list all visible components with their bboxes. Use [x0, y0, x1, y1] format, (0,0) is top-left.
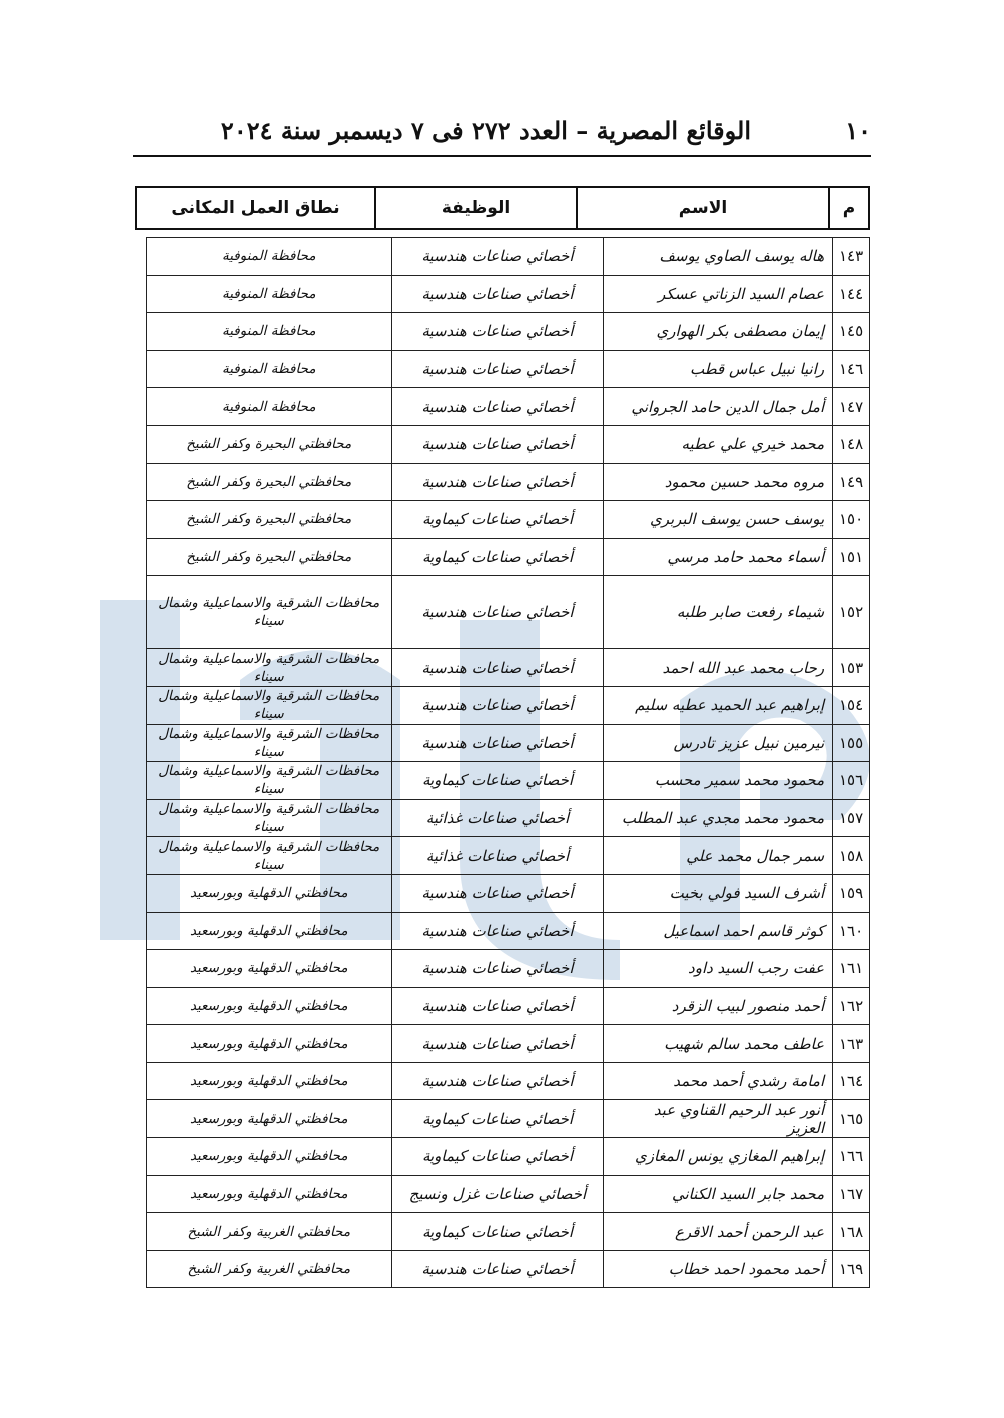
- table-row: [147, 837, 870, 875]
- row-name: عفت رجب السيد داود: [604, 950, 833, 988]
- row-region: محافظتي الغربية وكفر الشيخ: [147, 1213, 392, 1251]
- table-row: [147, 1213, 870, 1251]
- table-row: [147, 649, 870, 687]
- row-name: إيمان مصطفى بكر الهواري: [604, 313, 833, 351]
- row-name: أمل جمال الدين حامد الجرواني: [604, 388, 833, 426]
- row-job: أخصائي صناعات هندسية: [391, 350, 604, 388]
- row-job: أخصائي صناعات هندسية: [391, 724, 604, 762]
- row-job: أخصائي صناعات هندسية: [391, 1025, 604, 1063]
- row-region: محافظات الشرقية والاسماعيلية وشمال سيناء: [147, 686, 392, 724]
- row-number: ١٥٧: [833, 799, 870, 837]
- row-name: رانيا نبيل عباس قطب: [604, 350, 833, 388]
- row-region: محافظات الشرقية والاسماعيلية وشمال سيناء: [147, 837, 392, 875]
- table-row: [147, 724, 870, 762]
- row-name: محمد جابر السيد الكناني: [604, 1175, 833, 1213]
- row-name: أشرف السيد فولي بخيت: [604, 874, 833, 912]
- header-num: م: [829, 187, 869, 229]
- row-job: أخصائي صناعات هندسية: [391, 874, 604, 912]
- table-row: [147, 762, 870, 800]
- row-job: أخصائي صناعات غذائية: [391, 799, 604, 837]
- row-number: ١٤٨: [833, 425, 870, 463]
- row-job: أخصائي صناعات هندسية: [391, 238, 604, 276]
- row-region: محافظتي البحيرة وكفر الشيخ: [147, 501, 392, 539]
- row-number: ١٥٢: [833, 576, 870, 649]
- row-job: أخصائي صناعات هندسية: [391, 275, 604, 313]
- page-number: ١٠: [845, 116, 871, 145]
- row-job: أخصائي صناعات هندسية: [391, 686, 604, 724]
- row-name: محمد خيري علي عطيه: [604, 425, 833, 463]
- row-region: محافظات الشرقية والاسماعيلية وشمال سيناء: [147, 576, 392, 649]
- row-region: محافظات الشرقية والاسماعيلية وشمال سيناء: [147, 799, 392, 837]
- row-region: محافظتي الدقهلية وبورسعيد: [147, 1062, 392, 1100]
- row-number: ١٥٩: [833, 874, 870, 912]
- table-row: [147, 1138, 870, 1176]
- row-region: محافظتي الدقهلية وبورسعيد: [147, 912, 392, 950]
- row-name: أحمد منصور لبيب الزقرد: [604, 987, 833, 1025]
- row-job: أخصائي صناعات هندسية: [391, 912, 604, 950]
- row-number: ١٦٣: [833, 1025, 870, 1063]
- row-region: محافظتي الدقهلية وبورسعيد: [147, 1025, 392, 1063]
- row-number: ١٥٤: [833, 686, 870, 724]
- row-job: أخصائي صناعات كيماوية: [391, 501, 604, 539]
- table-row: [147, 313, 870, 351]
- row-job: أخصائي صناعات هندسية: [391, 388, 604, 426]
- row-name: عصام السيد الزناتي عسكر: [604, 275, 833, 313]
- table-row: [147, 686, 870, 724]
- row-name: أسماء محمد حامد مرسي: [604, 538, 833, 576]
- table-row: [147, 350, 870, 388]
- header-job: الوظيفة: [375, 187, 577, 229]
- records-table: [146, 237, 870, 1288]
- table-row: [147, 425, 870, 463]
- row-region: محافظات الشرقية والاسماعيلية وشمال سيناء: [147, 649, 392, 687]
- row-number: ١٦٨: [833, 1213, 870, 1251]
- row-job: أخصائي صناعات غزل ونسيج: [391, 1175, 604, 1213]
- row-job: أخصائي صناعات هندسية: [391, 576, 604, 649]
- row-region: محافظتي الدقهلية وبورسعيد: [147, 987, 392, 1025]
- row-number: ١٦٠: [833, 912, 870, 950]
- row-name: إبراهيم المغازي يونس المغازي: [604, 1138, 833, 1176]
- row-number: ١٤٦: [833, 350, 870, 388]
- row-region: محافظتي الدقهلية وبورسعيد: [147, 1100, 392, 1138]
- table-row: [147, 950, 870, 988]
- row-region: محافظة المنوفية: [147, 350, 392, 388]
- row-number: ١٦٩: [833, 1250, 870, 1288]
- table-row: [147, 1025, 870, 1063]
- row-job: أخصائي صناعات كيماوية: [391, 1100, 604, 1138]
- row-job: أخصائي صناعات غذائية: [391, 837, 604, 875]
- table-row: [147, 1100, 870, 1138]
- row-job: أخصائي صناعات هندسية: [391, 1250, 604, 1288]
- row-number: ١٤٩: [833, 463, 870, 501]
- row-job: أخصائي صناعات هندسية: [391, 463, 604, 501]
- header-region: نطاق العمل المكانى: [136, 187, 375, 229]
- header-rule: [133, 155, 871, 157]
- table-row: [147, 238, 870, 276]
- row-name: أحمد محمود احمد خطاب: [604, 1250, 833, 1288]
- row-region: محافظتي البحيرة وكفر الشيخ: [147, 425, 392, 463]
- row-region: محافظات الشرقية والاسماعيلية وشمال سيناء: [147, 762, 392, 800]
- table-row: [147, 463, 870, 501]
- row-region: محافظتي الدقهلية وبورسعيد: [147, 874, 392, 912]
- table-row: [147, 1062, 870, 1100]
- row-job: أخصائي صناعات كيماوية: [391, 762, 604, 800]
- row-region: محافظتي الدقهلية وبورسعيد: [147, 1175, 392, 1213]
- row-number: ١٥٦: [833, 762, 870, 800]
- row-number: ١٦١: [833, 950, 870, 988]
- row-name: شيماء رفعت صابر طلبه: [604, 576, 833, 649]
- table-row: [147, 576, 870, 649]
- gazette-title: الوقائع المصرية – العدد ٢٧٢ فى ٧ ديسمبر سنة ٢٠٢٤: [220, 116, 751, 145]
- row-number: ١٤٤: [833, 275, 870, 313]
- row-region: محافظة المنوفية: [147, 388, 392, 426]
- table-row: [147, 874, 870, 912]
- row-number: ١٦٧: [833, 1175, 870, 1213]
- row-name: رحاب محمد عبد الله احمد: [604, 649, 833, 687]
- row-number: ١٥١: [833, 538, 870, 576]
- table-row: [147, 799, 870, 837]
- row-job: أخصائي صناعات هندسية: [391, 425, 604, 463]
- row-number: ١٦٤: [833, 1062, 870, 1100]
- row-number: ١٥٣: [833, 649, 870, 687]
- row-name: مروه محمد حسين محمود: [604, 463, 833, 501]
- row-region: محافظات الشرقية والاسماعيلية وشمال سيناء: [147, 724, 392, 762]
- header-name: الاسم: [577, 187, 829, 229]
- row-job: أخصائي صناعات كيماوية: [391, 1213, 604, 1251]
- row-name: إبراهيم عبد الحميد عطيه سليم: [604, 686, 833, 724]
- row-region: محافظة المنوفية: [147, 238, 392, 276]
- table-row: [147, 388, 870, 426]
- row-number: ١٦٢: [833, 987, 870, 1025]
- row-region: محافظة المنوفية: [147, 275, 392, 313]
- row-job: أخصائي صناعات هندسية: [391, 649, 604, 687]
- row-name: يوسف حسن يوسف البربري: [604, 501, 833, 539]
- row-job: أخصائي صناعات كيماوية: [391, 1138, 604, 1176]
- row-job: أخصائي صناعات هندسية: [391, 313, 604, 351]
- table-row: [147, 1250, 870, 1288]
- row-name: هاله يوسف الصاوي يوسف: [604, 238, 833, 276]
- row-job: أخصائي صناعات هندسية: [391, 950, 604, 988]
- row-number: ١٥٠: [833, 501, 870, 539]
- row-number: ١٥٨: [833, 837, 870, 875]
- row-region: محافظة المنوفية: [147, 313, 392, 351]
- row-region: محافظتي البحيرة وكفر الشيخ: [147, 538, 392, 576]
- table-row: [147, 501, 870, 539]
- row-region: محافظتي الغربية وكفر الشيخ: [147, 1250, 392, 1288]
- row-job: أخصائي صناعات كيماوية: [391, 538, 604, 576]
- column-headers: [135, 186, 870, 230]
- row-name: سمر جمال محمد علي: [604, 837, 833, 875]
- row-name: محمود محمد سمير محسب: [604, 762, 833, 800]
- table-row: [147, 275, 870, 313]
- row-job: أخصائي صناعات هندسية: [391, 1062, 604, 1100]
- row-region: محافظتي البحيرة وكفر الشيخ: [147, 463, 392, 501]
- row-number: ١٥٥: [833, 724, 870, 762]
- row-name: محمود محمد مجدي عبد المطلب: [604, 799, 833, 837]
- row-name: عبد الرحمن أحمد الاقرع: [604, 1213, 833, 1251]
- row-job: أخصائي صناعات هندسية: [391, 987, 604, 1025]
- row-name: كوثر قاسم احمد اسماعيل: [604, 912, 833, 950]
- row-number: ١٦٥: [833, 1100, 870, 1138]
- table-row: [147, 912, 870, 950]
- row-region: محافظتي الدقهلية وبورسعيد: [147, 950, 392, 988]
- row-region: محافظتي الدقهلية وبورسعيد: [147, 1138, 392, 1176]
- row-name: أنور عبد الرحيم القناوي عبد العزيز: [604, 1100, 833, 1138]
- row-name: امامة رشدي أحمد محمد: [604, 1062, 833, 1100]
- row-name: نيرمين نبيل عزيز تادرس: [604, 724, 833, 762]
- page-header: [133, 110, 871, 154]
- row-name: عاطف محمد سالم شهيب: [604, 1025, 833, 1063]
- row-number: ١٦٦: [833, 1138, 870, 1176]
- table-row: [147, 987, 870, 1025]
- table-row: [147, 538, 870, 576]
- row-number: ١٤٣: [833, 238, 870, 276]
- row-number: ١٤٧: [833, 388, 870, 426]
- table-row: [147, 1175, 870, 1213]
- row-number: ١٤٥: [833, 313, 870, 351]
